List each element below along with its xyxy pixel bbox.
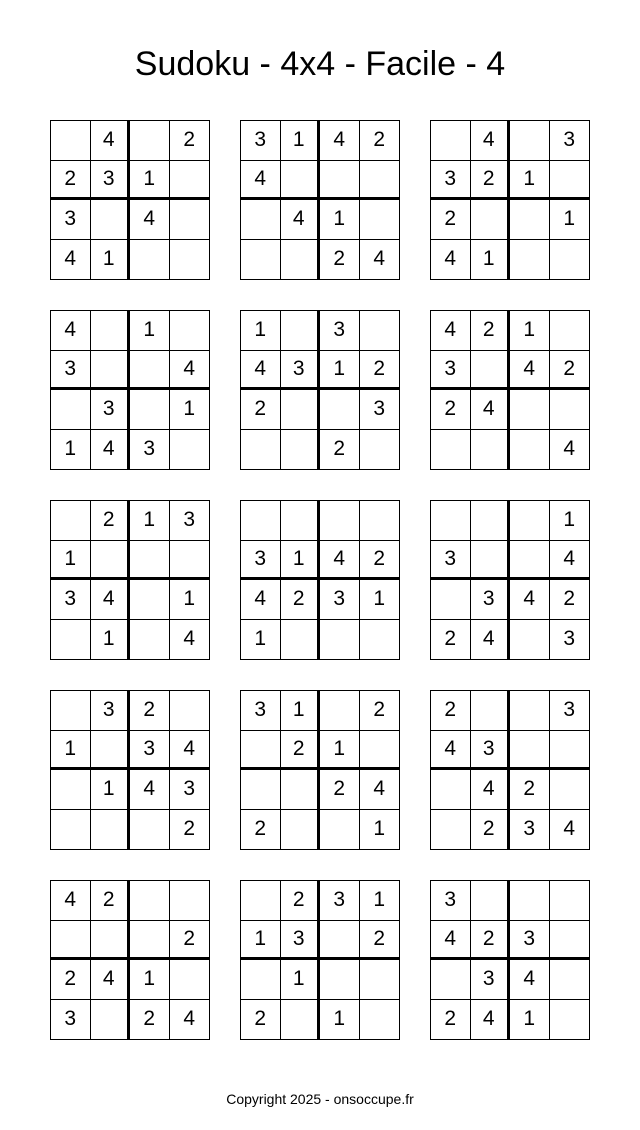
- sudoku-cell[interactable]: [51, 501, 91, 541]
- sudoku-cell[interactable]: 3: [130, 430, 170, 470]
- sudoku-cell[interactable]: 1: [281, 121, 321, 161]
- sudoku-cell[interactable]: 2: [91, 501, 131, 541]
- sudoku-cell[interactable]: 3: [170, 770, 210, 810]
- sudoku-cell[interactable]: [170, 311, 210, 351]
- sudoku-cell[interactable]: 1: [281, 541, 321, 581]
- sudoku-grid: [430, 880, 590, 1040]
- sudoku-cell[interactable]: 3: [281, 351, 321, 391]
- sudoku-cell[interactable]: [550, 881, 590, 921]
- sudoku-cell[interactable]: [170, 960, 210, 1000]
- sudoku-cell[interactable]: 1: [550, 501, 590, 541]
- sudoku-cell[interactable]: 1: [241, 620, 281, 660]
- sudoku-cell[interactable]: [170, 541, 210, 581]
- sudoku-cell[interactable]: 1: [281, 960, 321, 1000]
- sudoku-cell[interactable]: [510, 541, 550, 581]
- sudoku-cell[interactable]: 2: [170, 921, 210, 961]
- sudoku-cell[interactable]: 1: [170, 390, 210, 430]
- sudoku-cell[interactable]: 4: [320, 121, 360, 161]
- sudoku-cell[interactable]: [51, 770, 91, 810]
- sudoku-cell[interactable]: [241, 731, 281, 771]
- sudoku-cell[interactable]: 1: [510, 311, 550, 351]
- sudoku-cell[interactable]: [241, 430, 281, 470]
- sudoku-grid: [430, 500, 590, 660]
- sudoku-cell[interactable]: 4: [281, 200, 321, 240]
- sudoku-cell[interactable]: 4: [563, 817, 576, 841]
- sudoku-cell[interactable]: [320, 810, 360, 850]
- sudoku-cell[interactable]: 1: [130, 311, 170, 351]
- sudoku-cell[interactable]: 3: [91, 390, 131, 430]
- sudoku-cell[interactable]: [360, 731, 400, 771]
- sudoku-grid: [50, 880, 210, 1040]
- sudoku-cell[interactable]: [360, 200, 400, 240]
- sudoku-grid: [240, 120, 400, 280]
- sudoku-cell[interactable]: [130, 121, 170, 161]
- sudoku-cell[interactable]: 2: [91, 881, 131, 921]
- sudoku-cell[interactable]: 4: [91, 960, 131, 1000]
- sudoku-cell[interactable]: [281, 810, 321, 850]
- sudoku-cell[interactable]: 2: [550, 351, 590, 391]
- sudoku-cell[interactable]: 4: [471, 770, 511, 810]
- sudoku-cell[interactable]: 1: [130, 501, 170, 541]
- sudoku-cell[interactable]: [91, 731, 131, 771]
- sudoku-cell[interactable]: 2: [431, 691, 471, 731]
- sudoku-cell[interactable]: 3: [431, 541, 471, 581]
- sudoku-cell[interactable]: 4: [91, 430, 131, 470]
- sudoku-cell[interactable]: [471, 430, 511, 470]
- sudoku-cell[interactable]: [320, 390, 360, 430]
- sudoku-cell[interactable]: [281, 501, 321, 541]
- sudoku-cell[interactable]: 3: [91, 161, 131, 201]
- sudoku-cell[interactable]: [51, 810, 91, 850]
- sudoku-cell[interactable]: 3: [241, 691, 281, 731]
- sudoku-cell[interactable]: [510, 501, 550, 541]
- sudoku-cell[interactable]: 3: [170, 501, 210, 541]
- sudoku-cell[interactable]: 4: [431, 921, 471, 961]
- sudoku-cell[interactable]: 4: [91, 121, 131, 161]
- sudoku-cell[interactable]: [130, 810, 170, 850]
- sudoku-cell[interactable]: 3: [91, 691, 131, 731]
- sudoku-cell[interactable]: [431, 960, 471, 1000]
- sudoku-cell[interactable]: 4: [51, 240, 91, 280]
- sudoku-grid: [430, 690, 590, 850]
- sudoku-cell[interactable]: [550, 311, 590, 351]
- sudoku-cell[interactable]: 3: [320, 881, 360, 921]
- sudoku-cell[interactable]: [550, 161, 590, 201]
- sudoku-cell[interactable]: 4: [563, 437, 576, 461]
- sudoku-cell[interactable]: 2: [471, 161, 511, 201]
- sudoku-grid: [240, 500, 400, 660]
- sudoku-cell[interactable]: 1: [91, 240, 131, 280]
- sudoku-cell[interactable]: [510, 430, 550, 470]
- sudoku-cell[interactable]: 2: [241, 810, 281, 850]
- sudoku-cell[interactable]: 2: [130, 691, 170, 731]
- sudoku-cell[interactable]: [510, 691, 550, 731]
- sudoku-grid: [240, 310, 400, 470]
- sudoku-cell[interactable]: 4: [510, 960, 550, 1000]
- sudoku-cell[interactable]: 1: [320, 1000, 360, 1040]
- sudoku-cell[interactable]: [170, 240, 210, 280]
- sudoku-cell[interactable]: [130, 580, 170, 620]
- sudoku-cell[interactable]: [360, 960, 400, 1000]
- sudoku-cell[interactable]: 2: [550, 580, 590, 620]
- sudoku-cell[interactable]: [241, 770, 281, 810]
- sudoku-cell[interactable]: 3: [241, 541, 281, 581]
- sudoku-cell[interactable]: 4: [241, 351, 281, 391]
- sudoku-cell[interactable]: [51, 121, 91, 161]
- sudoku-cell[interactable]: 1: [91, 620, 131, 660]
- sudoku-cell[interactable]: [550, 960, 590, 1000]
- sudoku-grid: [50, 500, 210, 660]
- sudoku-cell[interactable]: 1: [241, 311, 281, 351]
- sudoku-cell[interactable]: 2: [471, 311, 511, 351]
- sudoku-cell[interactable]: 3: [431, 161, 471, 201]
- sudoku-cell[interactable]: 2: [130, 1000, 170, 1040]
- sudoku-cell[interactable]: 4: [431, 731, 471, 771]
- sudoku-cell[interactable]: 3: [320, 580, 360, 620]
- sudoku-cell[interactable]: [510, 240, 550, 280]
- sudoku-cell[interactable]: 2: [471, 921, 511, 961]
- sudoku-cell[interactable]: 3: [51, 1000, 91, 1040]
- sudoku-cell[interactable]: 2: [51, 161, 91, 201]
- sudoku-cell[interactable]: 4: [431, 240, 471, 280]
- sudoku-grid: [430, 120, 590, 280]
- sudoku-cell[interactable]: 3: [471, 960, 511, 1000]
- sudoku-cell[interactable]: [91, 810, 131, 850]
- sudoku-cell[interactable]: 4: [130, 770, 170, 810]
- sudoku-cell[interactable]: [510, 390, 550, 430]
- sudoku-cell[interactable]: [550, 770, 590, 810]
- sudoku-cell[interactable]: 2: [320, 240, 360, 280]
- sudoku-cell[interactable]: [91, 311, 131, 351]
- sudoku-cell[interactable]: 3: [563, 627, 576, 651]
- sudoku-cell[interactable]: [510, 620, 550, 660]
- sudoku-cell[interactable]: [471, 501, 511, 541]
- sudoku-cell[interactable]: [170, 430, 210, 470]
- sudoku-cell[interactable]: [431, 501, 471, 541]
- sudoku-cell[interactable]: 2: [360, 691, 400, 731]
- sudoku-cell[interactable]: [471, 541, 511, 581]
- sudoku-cell[interactable]: [130, 921, 170, 961]
- sudoku-cell[interactable]: [91, 351, 131, 391]
- sudoku-cell[interactable]: 1: [51, 731, 91, 771]
- sudoku-cell[interactable]: [360, 1000, 400, 1040]
- sudoku-cell[interactable]: 2: [320, 770, 360, 810]
- sudoku-cell[interactable]: [360, 620, 400, 660]
- sudoku-cell[interactable]: [51, 390, 91, 430]
- sudoku-cell[interactable]: [51, 620, 91, 660]
- sudoku-cell[interactable]: [471, 881, 511, 921]
- sudoku-cell[interactable]: 4: [241, 161, 281, 201]
- sudoku-cell[interactable]: [170, 200, 210, 240]
- sudoku-cell[interactable]: [550, 390, 590, 430]
- sudoku-grid: [240, 880, 400, 1040]
- sudoku-cell[interactable]: [281, 240, 321, 280]
- sudoku-grid: [430, 310, 590, 470]
- sudoku-cell[interactable]: 2: [431, 620, 471, 660]
- sudoku-grid: [50, 310, 210, 470]
- sudoku-cell[interactable]: [130, 541, 170, 581]
- sudoku-cell[interactable]: 4: [471, 1000, 511, 1040]
- sudoku-cell[interactable]: 1: [51, 430, 91, 470]
- sudoku-cell[interactable]: 4: [51, 311, 91, 351]
- sudoku-cell[interactable]: 4: [471, 620, 511, 660]
- sudoku-cell[interactable]: 4: [170, 351, 210, 391]
- sudoku-cell[interactable]: 1: [130, 161, 170, 201]
- sudoku-cell[interactable]: [241, 240, 281, 280]
- sudoku-cell[interactable]: 2: [241, 1000, 281, 1040]
- sudoku-cell[interactable]: 1: [510, 161, 550, 201]
- sudoku-cell[interactable]: 3: [51, 200, 91, 240]
- sudoku-cell[interactable]: [431, 580, 471, 620]
- sudoku-cell[interactable]: 4: [471, 390, 511, 430]
- sudoku-cell[interactable]: [281, 430, 321, 470]
- sudoku-cell[interactable]: [510, 200, 550, 240]
- sudoku-cell[interactable]: [241, 881, 281, 921]
- sudoku-cell[interactable]: 4: [130, 200, 170, 240]
- sudoku-cell[interactable]: 2: [320, 430, 360, 470]
- sudoku-cell[interactable]: [241, 501, 281, 541]
- sudoku-cell[interactable]: 4: [170, 731, 210, 771]
- sudoku-cell[interactable]: 2: [360, 541, 400, 581]
- sudoku-cell[interactable]: 4: [320, 541, 360, 581]
- sudoku-cell[interactable]: 4: [373, 247, 386, 271]
- sudoku-cell[interactable]: 2: [431, 200, 471, 240]
- sudoku-cell[interactable]: [431, 770, 471, 810]
- sudoku-cell[interactable]: [360, 430, 400, 470]
- sudoku-cell[interactable]: [471, 351, 511, 391]
- sudoku-cell[interactable]: 1: [471, 240, 511, 280]
- sudoku-cell[interactable]: [510, 731, 550, 771]
- sudoku-cell[interactable]: [241, 960, 281, 1000]
- sudoku-cell[interactable]: 3: [431, 881, 471, 921]
- sudoku-cell[interactable]: [130, 881, 170, 921]
- sudoku-cell[interactable]: 3: [471, 580, 511, 620]
- sudoku-cell[interactable]: [471, 691, 511, 731]
- sudoku-cell[interactable]: 2: [360, 921, 400, 961]
- sudoku-cell[interactable]: 1: [130, 960, 170, 1000]
- sudoku-cell[interactable]: 2: [431, 1000, 471, 1040]
- sudoku-cell[interactable]: [320, 960, 360, 1000]
- sudoku-cell[interactable]: [431, 121, 471, 161]
- sudoku-cell[interactable]: [281, 1000, 321, 1040]
- sudoku-cell[interactable]: 4: [431, 311, 471, 351]
- sudoku-cell[interactable]: [320, 691, 360, 731]
- sudoku-cell[interactable]: [51, 921, 91, 961]
- sudoku-cell[interactable]: 3: [360, 390, 400, 430]
- sudoku-cell[interactable]: [471, 200, 511, 240]
- sudoku-cell[interactable]: 2: [471, 810, 511, 850]
- sudoku-cell[interactable]: [130, 390, 170, 430]
- sudoku-cell[interactable]: 4: [510, 351, 550, 391]
- sudoku-cell[interactable]: [360, 501, 400, 541]
- sudoku-cell[interactable]: 3: [51, 351, 91, 391]
- sudoku-cell[interactable]: [431, 430, 471, 470]
- sudoku-cell[interactable]: 4: [510, 580, 550, 620]
- sudoku-cell[interactable]: 4: [183, 1007, 196, 1031]
- sudoku-cell[interactable]: [130, 351, 170, 391]
- sudoku-cell[interactable]: 1: [320, 200, 360, 240]
- page-title: Sudoku - 4x4 - Facile - 4: [134, 45, 506, 83]
- sudoku-cell[interactable]: 3: [510, 810, 550, 850]
- sudoku-cell[interactable]: 2: [360, 351, 400, 391]
- sudoku-cell[interactable]: 1: [360, 580, 400, 620]
- sudoku-cell[interactable]: 2: [281, 580, 321, 620]
- sudoku-cell[interactable]: 4: [91, 580, 131, 620]
- sudoku-cell[interactable]: [281, 311, 321, 351]
- sudoku-grid: [240, 690, 400, 850]
- sudoku-cell[interactable]: [550, 1000, 590, 1040]
- sudoku-cell[interactable]: [320, 620, 360, 660]
- sudoku-cell[interactable]: 2: [241, 390, 281, 430]
- sudoku-cell[interactable]: [550, 921, 590, 961]
- sudoku-cell[interactable]: [91, 200, 131, 240]
- sudoku-cell[interactable]: [170, 691, 210, 731]
- sudoku-cell[interactable]: [91, 921, 131, 961]
- sudoku-cell[interactable]: 1: [360, 881, 400, 921]
- sudoku-cell[interactable]: [130, 240, 170, 280]
- sudoku-cell[interactable]: 3: [281, 921, 321, 961]
- sudoku-cell[interactable]: [320, 501, 360, 541]
- sudoku-cell[interactable]: 2: [281, 881, 321, 921]
- sudoku-cell[interactable]: [360, 161, 400, 201]
- sudoku-cell[interactable]: 3: [51, 580, 91, 620]
- sudoku-cell[interactable]: 2: [360, 121, 400, 161]
- sudoku-grid: [50, 120, 210, 280]
- sudoku-cell[interactable]: 2: [431, 390, 471, 430]
- sudoku-cell[interactable]: 4: [51, 881, 91, 921]
- sudoku-grid: [50, 690, 210, 850]
- sudoku-cell[interactable]: [170, 881, 210, 921]
- sudoku-cell[interactable]: [91, 541, 131, 581]
- sudoku-cell[interactable]: 1: [320, 351, 360, 391]
- sudoku-cell[interactable]: 3: [320, 311, 360, 351]
- sudoku-cell[interactable]: [281, 390, 321, 430]
- sudoku-cell[interactable]: 4: [183, 627, 196, 651]
- sudoku-cell[interactable]: [320, 161, 360, 201]
- sudoku-cell[interactable]: 4: [360, 770, 400, 810]
- sudoku-cell[interactable]: 2: [183, 817, 196, 841]
- sudoku-cell[interactable]: [550, 731, 590, 771]
- sudoku-cell[interactable]: 2: [51, 960, 91, 1000]
- sudoku-cell[interactable]: [281, 161, 321, 201]
- sudoku-cell[interactable]: 2: [510, 770, 550, 810]
- sudoku-cell[interactable]: [170, 161, 210, 201]
- sudoku-cell[interactable]: 3: [431, 351, 471, 391]
- sudoku-cell[interactable]: [431, 810, 471, 850]
- sudoku-cell[interactable]: 1: [241, 921, 281, 961]
- sudoku-cell[interactable]: [130, 620, 170, 660]
- sudoku-cell[interactable]: 1: [373, 817, 386, 841]
- sudoku-cell[interactable]: [510, 121, 550, 161]
- sudoku-cell[interactable]: 2: [170, 121, 210, 161]
- sudoku-cell[interactable]: 3: [550, 691, 590, 731]
- sudoku-cell[interactable]: [360, 311, 400, 351]
- sudoku-cell[interactable]: [241, 200, 281, 240]
- sudoku-cell[interactable]: 1: [170, 580, 210, 620]
- sudoku-cell[interactable]: 4: [471, 121, 511, 161]
- sudoku-cell[interactable]: 2: [281, 731, 321, 771]
- sudoku-cell[interactable]: 1: [91, 770, 131, 810]
- sudoku-cell[interactable]: [510, 881, 550, 921]
- sudoku-cell[interactable]: [281, 620, 321, 660]
- sudoku-cell[interactable]: 1: [51, 541, 91, 581]
- sudoku-cell[interactable]: [51, 691, 91, 731]
- sudoku-cell[interactable]: 3: [550, 121, 590, 161]
- sudoku-cell[interactable]: [320, 921, 360, 961]
- sudoku-cell[interactable]: 3: [241, 121, 281, 161]
- sudoku-cell[interactable]: [550, 240, 590, 280]
- sudoku-cell[interactable]: 1: [510, 1000, 550, 1040]
- sudoku-cell[interactable]: 1: [281, 691, 321, 731]
- sudoku-cell[interactable]: 4: [550, 541, 590, 581]
- sudoku-cell[interactable]: [281, 770, 321, 810]
- sudoku-cell[interactable]: [91, 1000, 131, 1040]
- sudoku-cell[interactable]: 4: [241, 580, 281, 620]
- copyright-footer: Copyright 2025 - onsoccupe.fr: [226, 1091, 414, 1107]
- sudoku-cell[interactable]: 3: [510, 921, 550, 961]
- sudoku-cell[interactable]: 1: [320, 731, 360, 771]
- sudoku-cell[interactable]: 3: [471, 731, 511, 771]
- sudoku-cell[interactable]: 1: [550, 200, 590, 240]
- sudoku-cell[interactable]: 3: [130, 731, 170, 771]
